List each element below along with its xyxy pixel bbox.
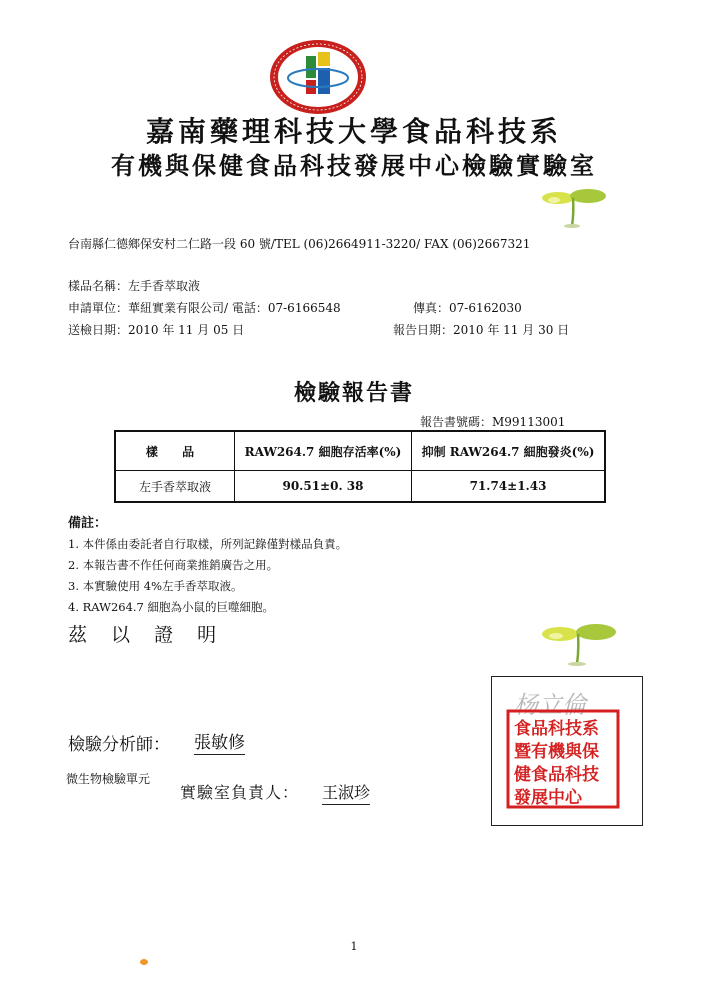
analyst-name: 張敏修 [194, 728, 245, 755]
note-item: 3. 本實驗使用 4%左手香萃取液。 [68, 579, 243, 593]
report-date: 報告日期：2010 年 11 月 30 日 [393, 323, 570, 337]
table-header-cell: 樣 品 [115, 431, 235, 471]
applicant: 申請單位：華紐實業有限公司/ 電話：07-6166548 [68, 301, 341, 315]
table-cell: 左手香萃取液 [115, 471, 235, 503]
report-number: 報告書號碼：M99113001 [420, 415, 566, 429]
certification-text: 茲 以 證 明 [68, 624, 226, 646]
table-cell: 71.74±1.43 [412, 471, 606, 503]
sample-name: 樣品名稱：左手香萃取液 [68, 279, 201, 293]
lab-head-label: 實驗室負責人： [180, 783, 300, 802]
table-cell: 90.51±0. 38 [235, 471, 412, 503]
svg-text:暨有機與保: 暨有機與保 [514, 742, 599, 762]
lab-title: 有機與保健食品科技發展中心檢驗實驗室 [111, 151, 597, 180]
notes-title: 備註： [68, 516, 108, 531]
official-seal-stamp [492, 677, 642, 825]
official-stamp-box [491, 676, 643, 826]
table-header-cell: RAW264.7 細胞存活率(%) [235, 431, 412, 471]
lab-head-name: 王淑珍 [322, 780, 370, 805]
analyst-label: 檢驗分析師： [68, 735, 170, 755]
table-header-row [115, 431, 605, 471]
note-item: 2. 本報告書不作任何商業推銷廣告之用。 [68, 558, 279, 572]
applicant-fax: 傳真：07-6162030 [413, 301, 522, 315]
table-header-cell: 抑制 RAW264.7 細胞發炎(%) [412, 431, 606, 471]
lab-unit: 微生物檢驗單元 [66, 772, 151, 786]
sprout-icon [538, 618, 618, 666]
institution-title: 嘉南藥理科技大學食品科技系 [145, 115, 562, 148]
svg-text:發展中心: 發展中心 [514, 788, 582, 808]
svg-text:食品科技系: 食品科技系 [514, 719, 599, 739]
contact-address: 台南縣仁德鄉保安村二仁路一段 60 號/TEL (06)2664911-3220/ FAX (06)2667321 [68, 237, 531, 251]
note-item: 4. RAW264.7 細胞為小鼠的巨噬細胞。 [68, 600, 275, 614]
report-title: 檢驗報告書 [293, 380, 414, 406]
sprout-icon [538, 184, 608, 228]
note-item: 1. 本件係由委託者自行取樣，所列記錄僅對樣品負責。 [68, 537, 348, 551]
page-number: 1 [350, 940, 358, 953]
svg-text:健食品科技: 健食品科技 [514, 765, 599, 785]
submit-date: 送檢日期：2010 年 11 月 05 日 [68, 323, 245, 337]
university-seal-logo [268, 38, 368, 116]
table-row [115, 471, 605, 503]
result-table [114, 430, 606, 503]
orange-mark-icon [139, 958, 149, 966]
svg-text:杨立倫: 杨立倫 [514, 691, 586, 719]
